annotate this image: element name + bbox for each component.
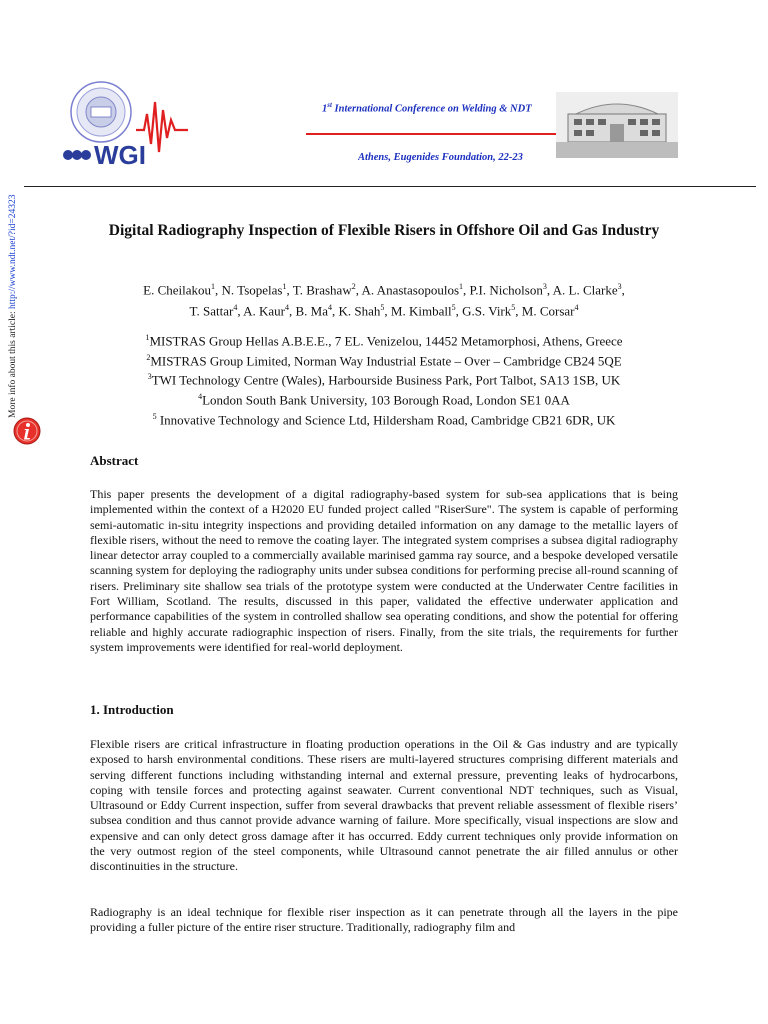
abstract-text: This paper presents the development of a digital radiography-based system for sub-sea applications that is being implemented within the context of a H2020 EU funded project called "RiserSure". The system is capable of performing semi-automatic in-situ integrity inspections and providing detailed information on any damage to the metallic layers of flexible risers, without the need to remove the coating layer. The integrated system comprises a subsea digital radiography linear detector array coupled to a commercially available marinised gamma ray source, and a bespoke developed versatile scanning system for deploying the radiography units under subsea conditions for performing precise all-round scanning of risers. Preliminary site shallow sea trials of the prototype system were conducted at the Underwater Centre facilities in Fort William, Scotland. The results, discussed in this paper, validated the effective underwater application and performance capabilities of the system in controlled shallow sea operating conditions, and show the potential for offering reliable and highly accurate radiographic inspection of risers. Finally, from the site trials, the requirements for further system improvements were identified for real-world deployment. (90, 487, 678, 654)
affiliation: $^5$ Innovative Technology and Science Ltd, Hildersham Road, Cambridge CB21 6DR, UK (152, 411, 616, 427)
introduction-heading: 1. Introduction (90, 702, 174, 717)
info-icon[interactable] (13, 417, 41, 445)
building-image (556, 92, 678, 158)
side-article-link[interactable]: More info about this article: http://www.ndt.net/?id=24323 (8, 194, 18, 418)
introduction-paragraph-2: Radiography is an ideal technique for flexible riser inspection as it can penetrate through all the layers in the pipe providing a fuller picture of the entire riser structure. Traditionally, radiography film and (90, 905, 678, 935)
article-url[interactable]: http://www.ndt.net/?id=24323 (8, 194, 18, 310)
affiliation-list (80, 330, 688, 428)
wgi-logo (58, 80, 208, 172)
logo-text: WGI (94, 140, 146, 170)
abstract-heading: Abstract (90, 453, 139, 468)
affiliation: $^2$MISTRAS Group Limited, Norman Way Industrial Estate – Over – Cambridge CB24 5QE (146, 352, 622, 368)
conference-location: Athens, Eugenides Foundation, 22-23 (358, 152, 523, 163)
affiliation: $^3$TWI Technology Centre (Wales), Harbourside Business Park, Port Talbot, SA13 1SB, UK (147, 372, 621, 388)
author-list (80, 278, 688, 321)
conference-title: 1st International Conference on Welding & NDT (322, 101, 532, 115)
author-line-1: E. Cheilakou$^1$, N. Tsopelas$^1$, T. Brashaw$^2$, A. Anastasopoulos$^1$, P.I. Nicholson$^3$, A. L. Clarke$^3$, (143, 282, 625, 298)
header-red-line (306, 133, 556, 135)
author-line-2: T. Sattar$^4$, A. Kaur$^4$, B. Ma$^4$, K. Shah$^5$, M. Kimball$^5$, G.S. Virk$^5$, M. Corsar$^4$ (189, 303, 579, 319)
affiliation: $^1$MISTRAS Group Hellas A.B.E.E., 7 EL. Venizelou, 14452 Metamorphosi, Athens, Greece (145, 333, 623, 349)
introduction-paragraph-1: Flexible risers are critical infrastructure in floating production operations in the Oil & Gas industry and are typically exposed to harsh environmental conditions. These risers are multi-layered structures comprising different materials and serving different functions including withstanding internal and external pressure, preventing leaks of hydrocarbons, coping with tensile forces and protecting against seawater. Current conventional NDT techniques, such as Visual, Ultrasound or Eddy Current inspection, suffer from several drawbacks that prevent reliable assessment of flexible risers’ subsea condition and thus cannot provide advance warning of failure. More specifically, visual inspections are slow and expensive and can only detect gross damage after it has occurred. Eddy current techniques only provide information on the very outmost region of the steel components, while Ultrasound cannot penetrate the air filled annulus or other discontinuities in the structure. (90, 737, 678, 874)
paper-title: Digital Radiography Inspection of Flexible Risers in Offshore Oil and Gas Industry (108, 222, 660, 239)
affiliation: $^4$London South Bank University, 103 Borough Road, London SE1 0AA (198, 391, 570, 408)
header-divider (24, 186, 756, 187)
